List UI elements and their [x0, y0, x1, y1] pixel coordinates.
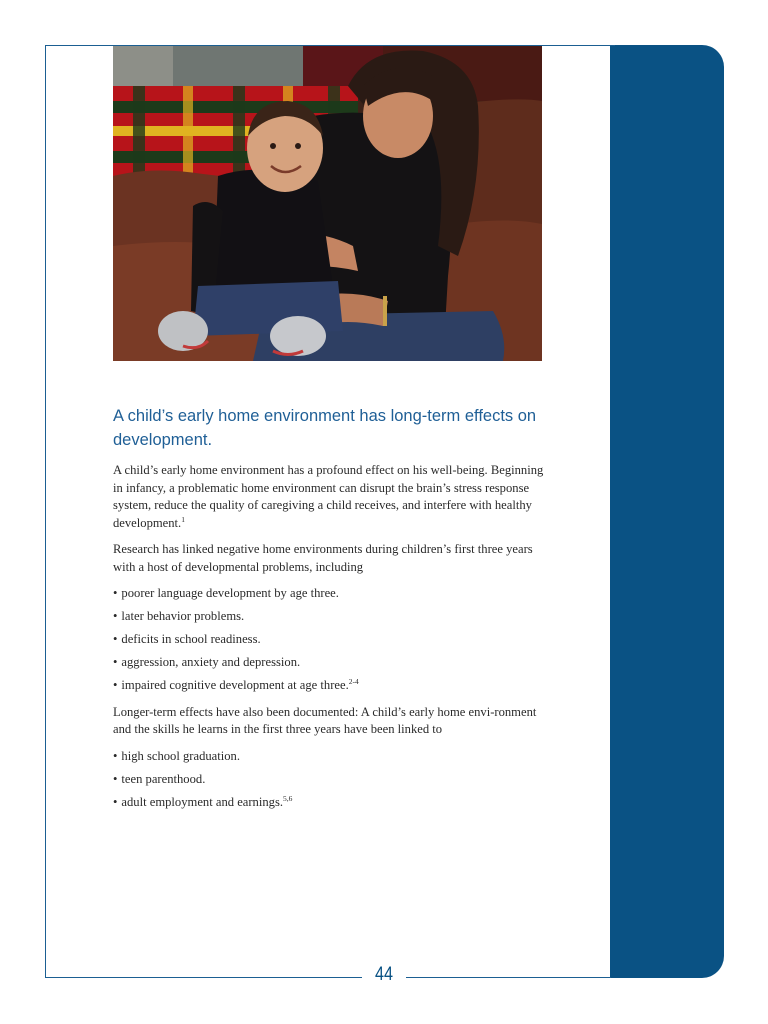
citation-1: 1	[181, 514, 185, 524]
page-number: 44	[375, 964, 393, 985]
paragraph-intro-text: A child’s early home environment has a profound effect on his well-being. Beginning in infancy, a problematic home environment can disrupt the brain’s stress response system, reduce the quality of caregiving a child receives, and interfere with healthy development.	[113, 463, 544, 530]
list-item: • later behavior problems.	[113, 609, 245, 623]
list-item: • teen parenthood.	[113, 771, 206, 786]
photo-mother-and-baby	[113, 46, 542, 361]
list-item: • impaired cognitive development at age three.$^{2-4}$	[113, 677, 359, 692]
frame-left-line	[45, 45, 46, 978]
citation-5-6: 5,6	[283, 793, 293, 803]
list-item: • high school graduation.	[113, 748, 240, 763]
citation-2-4: 2-4	[348, 677, 359, 686]
article-heading: A child’s early home environment has long-term effects on development.	[113, 407, 537, 449]
side-color-bar	[610, 45, 724, 978]
article	[113, 404, 553, 820]
list-item: • deficits in school readiness.	[113, 632, 261, 646]
list-item: • aggression, anxiety and depression.	[113, 655, 301, 669]
developmental-problems-list	[113, 585, 553, 695]
long-term-outcomes-list	[113, 748, 553, 812]
paragraph-longer-term: Longer-term effects have also been documented: A child’s early home envi-ronment and the skills he learns in the first three years have been linked to	[113, 704, 537, 736]
list-item: • poorer language development by age three.	[113, 586, 339, 600]
list-item: • adult employment and earnings.$^{5,6}$	[113, 793, 293, 809]
frame-bottom-line-right	[406, 977, 611, 978]
paragraph-intro	[113, 462, 553, 532]
paragraph-research: Research has linked negative home environments during children’s first three years with a host of developmental problems, including	[113, 542, 533, 574]
frame-bottom-line-left	[45, 977, 362, 978]
